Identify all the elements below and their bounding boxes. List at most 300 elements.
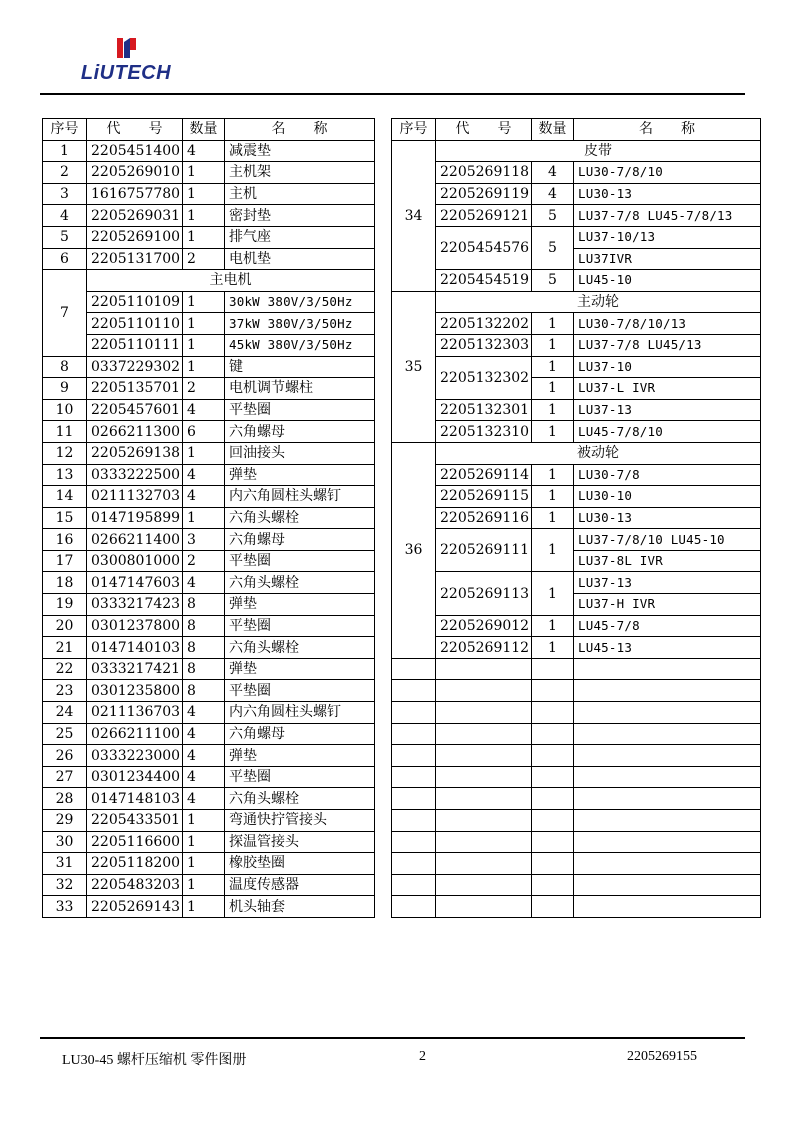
empty-cell (574, 788, 761, 810)
empty-cell (532, 874, 574, 896)
row-name: LU37-10/13 (574, 226, 761, 248)
empty-cell (436, 702, 532, 724)
table-row (43, 291, 375, 313)
table-row (392, 334, 761, 356)
table-row (43, 658, 375, 680)
row-seq: 30 (43, 831, 87, 853)
empty-cell (392, 723, 436, 745)
row-code: 2205269121 (436, 205, 532, 227)
table-row (392, 162, 761, 184)
empty-cell (392, 788, 436, 810)
row-code: 0211132703 (87, 486, 183, 508)
row-qty: 5 (532, 205, 574, 227)
row-qty: 2 (183, 248, 225, 270)
row-seq: 35 (392, 291, 436, 442)
empty-row (392, 896, 761, 918)
row-qty: 4 (532, 183, 574, 205)
empty-cell (436, 723, 532, 745)
table-row (43, 529, 375, 551)
row-name: LU30-13 (574, 183, 761, 205)
table-row (43, 853, 375, 875)
empty-cell (574, 745, 761, 767)
empty-row (392, 702, 761, 724)
empty-cell (532, 766, 574, 788)
row-seq: 7 (43, 270, 87, 356)
row-seq: 31 (43, 853, 87, 875)
empty-cell (532, 658, 574, 680)
row-qty: 4 (183, 140, 225, 162)
row-code: 2205483203 (87, 874, 183, 896)
row-seq: 17 (43, 550, 87, 572)
row-code: 2205269138 (87, 442, 183, 464)
row-seq: 18 (43, 572, 87, 594)
row-name: 探温管接头 (225, 831, 375, 853)
footer-title: LU30-45 螺杆压缩机 零件图册 (62, 1053, 247, 1068)
row-seq: 11 (43, 421, 87, 443)
row-qty: 1 (183, 874, 225, 896)
row-name: LU37-7/8 LU45/13 (574, 334, 761, 356)
row-qty: 2 (183, 378, 225, 400)
empty-cell (436, 745, 532, 767)
row-name: 排气座 (225, 226, 375, 248)
row-qty: 1 (183, 831, 225, 853)
table-row (43, 313, 375, 335)
row-qty: 4 (183, 399, 225, 421)
empty-cell (436, 658, 532, 680)
row-name: LU37-13 (574, 399, 761, 421)
empty-row (392, 831, 761, 853)
row-code: 2205269100 (87, 226, 183, 248)
empty-row (392, 874, 761, 896)
row-code: 0147147603 (87, 572, 183, 594)
empty-cell (436, 680, 532, 702)
row-qty: 4 (183, 745, 225, 767)
row-name: LU30-10 (574, 486, 761, 508)
row-qty: 1 (532, 421, 574, 443)
header-name: 名 称 (574, 119, 761, 141)
row-seq: 33 (43, 896, 87, 918)
page-number: 2 (419, 1049, 426, 1064)
table-row (43, 702, 375, 724)
row-qty: 4 (183, 572, 225, 594)
row-name: 六角螺母 (225, 529, 375, 551)
row-seq: 23 (43, 680, 87, 702)
row-code: 2205454519 (436, 270, 532, 292)
empty-cell (436, 831, 532, 853)
row-code: 2205132303 (436, 334, 532, 356)
liutech-logo-icon (114, 36, 138, 60)
header-seq: 序号 (43, 119, 87, 141)
table-row (392, 183, 761, 205)
row-name: 电机垫 (225, 248, 375, 270)
empty-cell (532, 745, 574, 767)
row-qty: 8 (183, 680, 225, 702)
empty-cell (392, 680, 436, 702)
row-code: 2205269111 (436, 529, 532, 572)
row-name: 30kW 380V/3/50Hz (225, 291, 375, 313)
table-row (43, 896, 375, 918)
table-row (43, 831, 375, 853)
table-header-row (392, 119, 761, 141)
row-name: 弹垫 (225, 745, 375, 767)
row-seq: 15 (43, 507, 87, 529)
empty-cell (436, 874, 532, 896)
empty-cell (392, 896, 436, 918)
row-seq: 2 (43, 162, 87, 184)
row-code: 0147140103 (87, 637, 183, 659)
row-name: 橡胶垫圈 (225, 853, 375, 875)
row-name: 平垫圈 (225, 615, 375, 637)
row-name: LU37-13 (574, 572, 761, 594)
table-row (392, 507, 761, 529)
table-row (43, 162, 375, 184)
row-qty: 2 (183, 550, 225, 572)
row-seq: 24 (43, 702, 87, 724)
row-code: 2205269010 (87, 162, 183, 184)
table-row (392, 572, 761, 594)
row-seq: 32 (43, 874, 87, 896)
row-code: 0333217423 (87, 594, 183, 616)
row-name: LU30-7/8 (574, 464, 761, 486)
row-qty: 4 (183, 723, 225, 745)
row-qty: 1 (183, 226, 225, 248)
row-qty: 1 (532, 313, 574, 335)
table-row (43, 140, 375, 162)
row-name: 平垫圈 (225, 766, 375, 788)
row-name: LU37IVR (574, 248, 761, 270)
table-row (43, 572, 375, 594)
row-name: 弹垫 (225, 464, 375, 486)
row-seq: 27 (43, 766, 87, 788)
row-code: 2205131700 (87, 248, 183, 270)
table-row (43, 723, 375, 745)
empty-cell (574, 766, 761, 788)
row-code: 0211136703 (87, 702, 183, 724)
row-qty: 8 (183, 615, 225, 637)
empty-row (392, 658, 761, 680)
row-code: 2205457601 (87, 399, 183, 421)
row-name: LU30-7/8/10 (574, 162, 761, 184)
header-name: 名 称 (225, 119, 375, 141)
row-seq: 3 (43, 183, 87, 205)
table-row (43, 810, 375, 832)
row-code: 0301237800 (87, 615, 183, 637)
empty-cell (574, 831, 761, 853)
row-seq: 1 (43, 140, 87, 162)
row-qty: 1 (532, 507, 574, 529)
table-row (43, 550, 375, 572)
row-qty: 1 (532, 486, 574, 508)
table-row (392, 205, 761, 227)
row-qty: 1 (183, 205, 225, 227)
row-name: 平垫圈 (225, 680, 375, 702)
row-code: 0301234400 (87, 766, 183, 788)
empty-cell (392, 853, 436, 875)
table-row (392, 313, 761, 335)
table-row (43, 378, 375, 400)
row-code: 0266211300 (87, 421, 183, 443)
row-seq: 16 (43, 529, 87, 551)
empty-cell (532, 723, 574, 745)
row-name: 六角头螺栓 (225, 637, 375, 659)
row-code: 0337229302 (87, 356, 183, 378)
row-name: 平垫圈 (225, 550, 375, 572)
row-seq: 13 (43, 464, 87, 486)
group-title: 主电机 (87, 270, 375, 292)
empty-row (392, 788, 761, 810)
logo (76, 36, 176, 88)
empty-cell (574, 723, 761, 745)
row-name: 45kW 380V/3/50Hz (225, 334, 375, 356)
row-qty: 1 (183, 896, 225, 918)
row-code: 2205269113 (436, 572, 532, 615)
row-name: 主机 (225, 183, 375, 205)
empty-cell (574, 702, 761, 724)
row-name: 主机架 (225, 162, 375, 184)
row-code: 2205110110 (87, 313, 183, 335)
row-qty: 1 (532, 529, 574, 572)
table-row (43, 486, 375, 508)
row-qty: 1 (183, 853, 225, 875)
row-code: 2205269143 (87, 896, 183, 918)
row-code: 2205132302 (436, 356, 532, 399)
row-qty: 4 (183, 702, 225, 724)
table-row (43, 248, 375, 270)
empty-cell (532, 810, 574, 832)
row-qty: 4 (183, 486, 225, 508)
empty-cell (436, 788, 532, 810)
empty-row (392, 766, 761, 788)
empty-row (392, 810, 761, 832)
row-code: 0333217421 (87, 658, 183, 680)
row-seq: 20 (43, 615, 87, 637)
row-name: 回油接头 (225, 442, 375, 464)
row-qty: 8 (183, 637, 225, 659)
row-code: 0333222500 (87, 464, 183, 486)
table-row (43, 766, 375, 788)
row-seq: 12 (43, 442, 87, 464)
empty-cell (574, 680, 761, 702)
row-qty: 1 (532, 637, 574, 659)
row-qty: 1 (532, 615, 574, 637)
empty-cell (532, 853, 574, 875)
empty-cell (574, 853, 761, 875)
group-title: 主动轮 (436, 291, 761, 313)
table-row (43, 507, 375, 529)
group-title: 被动轮 (436, 442, 761, 464)
row-qty: 1 (532, 356, 574, 378)
row-name: 键 (225, 356, 375, 378)
row-code: 2205132301 (436, 399, 532, 421)
empty-cell (392, 766, 436, 788)
document-number: 2205269155 (627, 1049, 697, 1064)
row-code: 1616757780 (87, 183, 183, 205)
row-name: 内六角圆柱头螺钉 (225, 702, 375, 724)
row-qty: 1 (183, 507, 225, 529)
row-code: 0333223000 (87, 745, 183, 767)
empty-cell (574, 874, 761, 896)
empty-cell (436, 853, 532, 875)
row-code: 2205118200 (87, 853, 183, 875)
empty-cell (532, 680, 574, 702)
row-name: LU45-7/8 (574, 615, 761, 637)
row-qty: 8 (183, 658, 225, 680)
row-name: LU45-13 (574, 637, 761, 659)
row-name: 37kW 380V/3/50Hz (225, 313, 375, 335)
row-name: LU37-7/8 LU45-7/8/13 (574, 205, 761, 227)
row-seq: 21 (43, 637, 87, 659)
row-code: 2205132202 (436, 313, 532, 335)
table-row (43, 205, 375, 227)
group-title: 皮带 (436, 140, 761, 162)
table-row (43, 442, 375, 464)
header-rule (40, 93, 745, 95)
row-seq: 22 (43, 658, 87, 680)
row-code: 2205110111 (87, 334, 183, 356)
row-name: LU30-7/8/10/13 (574, 313, 761, 335)
row-code: 2205269116 (436, 507, 532, 529)
empty-cell (392, 810, 436, 832)
row-qty: 1 (532, 572, 574, 615)
row-code: 0266211400 (87, 529, 183, 551)
row-qty: 4 (183, 766, 225, 788)
row-name: 平垫圈 (225, 399, 375, 421)
table-row (392, 637, 761, 659)
row-name: 六角螺母 (225, 723, 375, 745)
row-name: LU30-13 (574, 507, 761, 529)
empty-row (392, 723, 761, 745)
row-seq: 25 (43, 723, 87, 745)
empty-cell (392, 874, 436, 896)
table-row (43, 464, 375, 486)
row-code: 2205135701 (87, 378, 183, 400)
row-code: 0147148103 (87, 788, 183, 810)
row-qty: 1 (183, 162, 225, 184)
footer-rule (40, 1037, 745, 1039)
table-row (392, 615, 761, 637)
row-name: 弯通快拧管接头 (225, 810, 375, 832)
row-name: LU45-10 (574, 270, 761, 292)
row-qty: 1 (183, 810, 225, 832)
row-code: 2205269114 (436, 464, 532, 486)
header-qty: 数量 (532, 119, 574, 141)
empty-cell (574, 896, 761, 918)
table-row (43, 680, 375, 702)
row-code: 2205269012 (436, 615, 532, 637)
empty-cell (532, 831, 574, 853)
row-seq: 9 (43, 378, 87, 400)
empty-cell (532, 896, 574, 918)
empty-cell (574, 810, 761, 832)
row-qty: 1 (183, 313, 225, 335)
row-seq: 34 (392, 140, 436, 291)
row-code: 2205269115 (436, 486, 532, 508)
table-row (43, 874, 375, 896)
table-row (43, 226, 375, 248)
table-row (43, 637, 375, 659)
row-qty: 5 (532, 270, 574, 292)
row-code: 0147195899 (87, 507, 183, 529)
row-seq: 28 (43, 788, 87, 810)
empty-cell (532, 702, 574, 724)
row-code: 2205110109 (87, 291, 183, 313)
header-code: 代 号 (87, 119, 183, 141)
table-row (392, 486, 761, 508)
row-seq: 10 (43, 399, 87, 421)
table-row (392, 442, 761, 464)
row-name: LU37-10 (574, 356, 761, 378)
table-row (392, 140, 761, 162)
table-row (43, 594, 375, 616)
row-name: 弹垫 (225, 658, 375, 680)
header-code: 代 号 (436, 119, 532, 141)
empty-row (392, 680, 761, 702)
row-name: 弹垫 (225, 594, 375, 616)
row-name: LU37-L IVR (574, 378, 761, 400)
parts-table-right (391, 118, 761, 918)
row-name: 六角头螺栓 (225, 507, 375, 529)
table-row (43, 399, 375, 421)
row-seq: 8 (43, 356, 87, 378)
empty-cell (392, 745, 436, 767)
row-qty: 1 (183, 291, 225, 313)
empty-cell (392, 831, 436, 853)
row-qty: 4 (183, 464, 225, 486)
logo-text: LiUTECH (80, 62, 172, 84)
row-name: 密封垫 (225, 205, 375, 227)
row-seq: 14 (43, 486, 87, 508)
empty-cell (574, 658, 761, 680)
row-code: 2205269112 (436, 637, 532, 659)
empty-cell (532, 788, 574, 810)
empty-cell (436, 810, 532, 832)
table-row (392, 226, 761, 248)
empty-cell (392, 702, 436, 724)
parts-table-left (42, 118, 375, 918)
empty-cell (436, 766, 532, 788)
table-header-row (43, 119, 375, 141)
row-name: 减震垫 (225, 140, 375, 162)
empty-cell (436, 896, 532, 918)
row-code: 2205269119 (436, 183, 532, 205)
table-row (392, 291, 761, 313)
row-name: 六角头螺栓 (225, 788, 375, 810)
table-row (43, 356, 375, 378)
table-row (43, 334, 375, 356)
row-qty: 1 (532, 399, 574, 421)
header-seq: 序号 (392, 119, 436, 141)
row-seq: 29 (43, 810, 87, 832)
row-qty: 3 (183, 529, 225, 551)
table-row (392, 464, 761, 486)
row-qty: 1 (183, 334, 225, 356)
table-row (43, 183, 375, 205)
table-row (43, 421, 375, 443)
row-name: 温度传感器 (225, 874, 375, 896)
row-name: 内六角圆柱头螺钉 (225, 486, 375, 508)
row-code: 2205269031 (87, 205, 183, 227)
row-qty: 1 (183, 356, 225, 378)
row-name: 六角头螺栓 (225, 572, 375, 594)
row-code: 2205451400 (87, 140, 183, 162)
row-qty: 6 (183, 421, 225, 443)
row-seq: 6 (43, 248, 87, 270)
row-qty: 8 (183, 594, 225, 616)
table-row (392, 270, 761, 292)
empty-cell (392, 658, 436, 680)
row-code: 2205132310 (436, 421, 532, 443)
row-seq: 36 (392, 442, 436, 658)
